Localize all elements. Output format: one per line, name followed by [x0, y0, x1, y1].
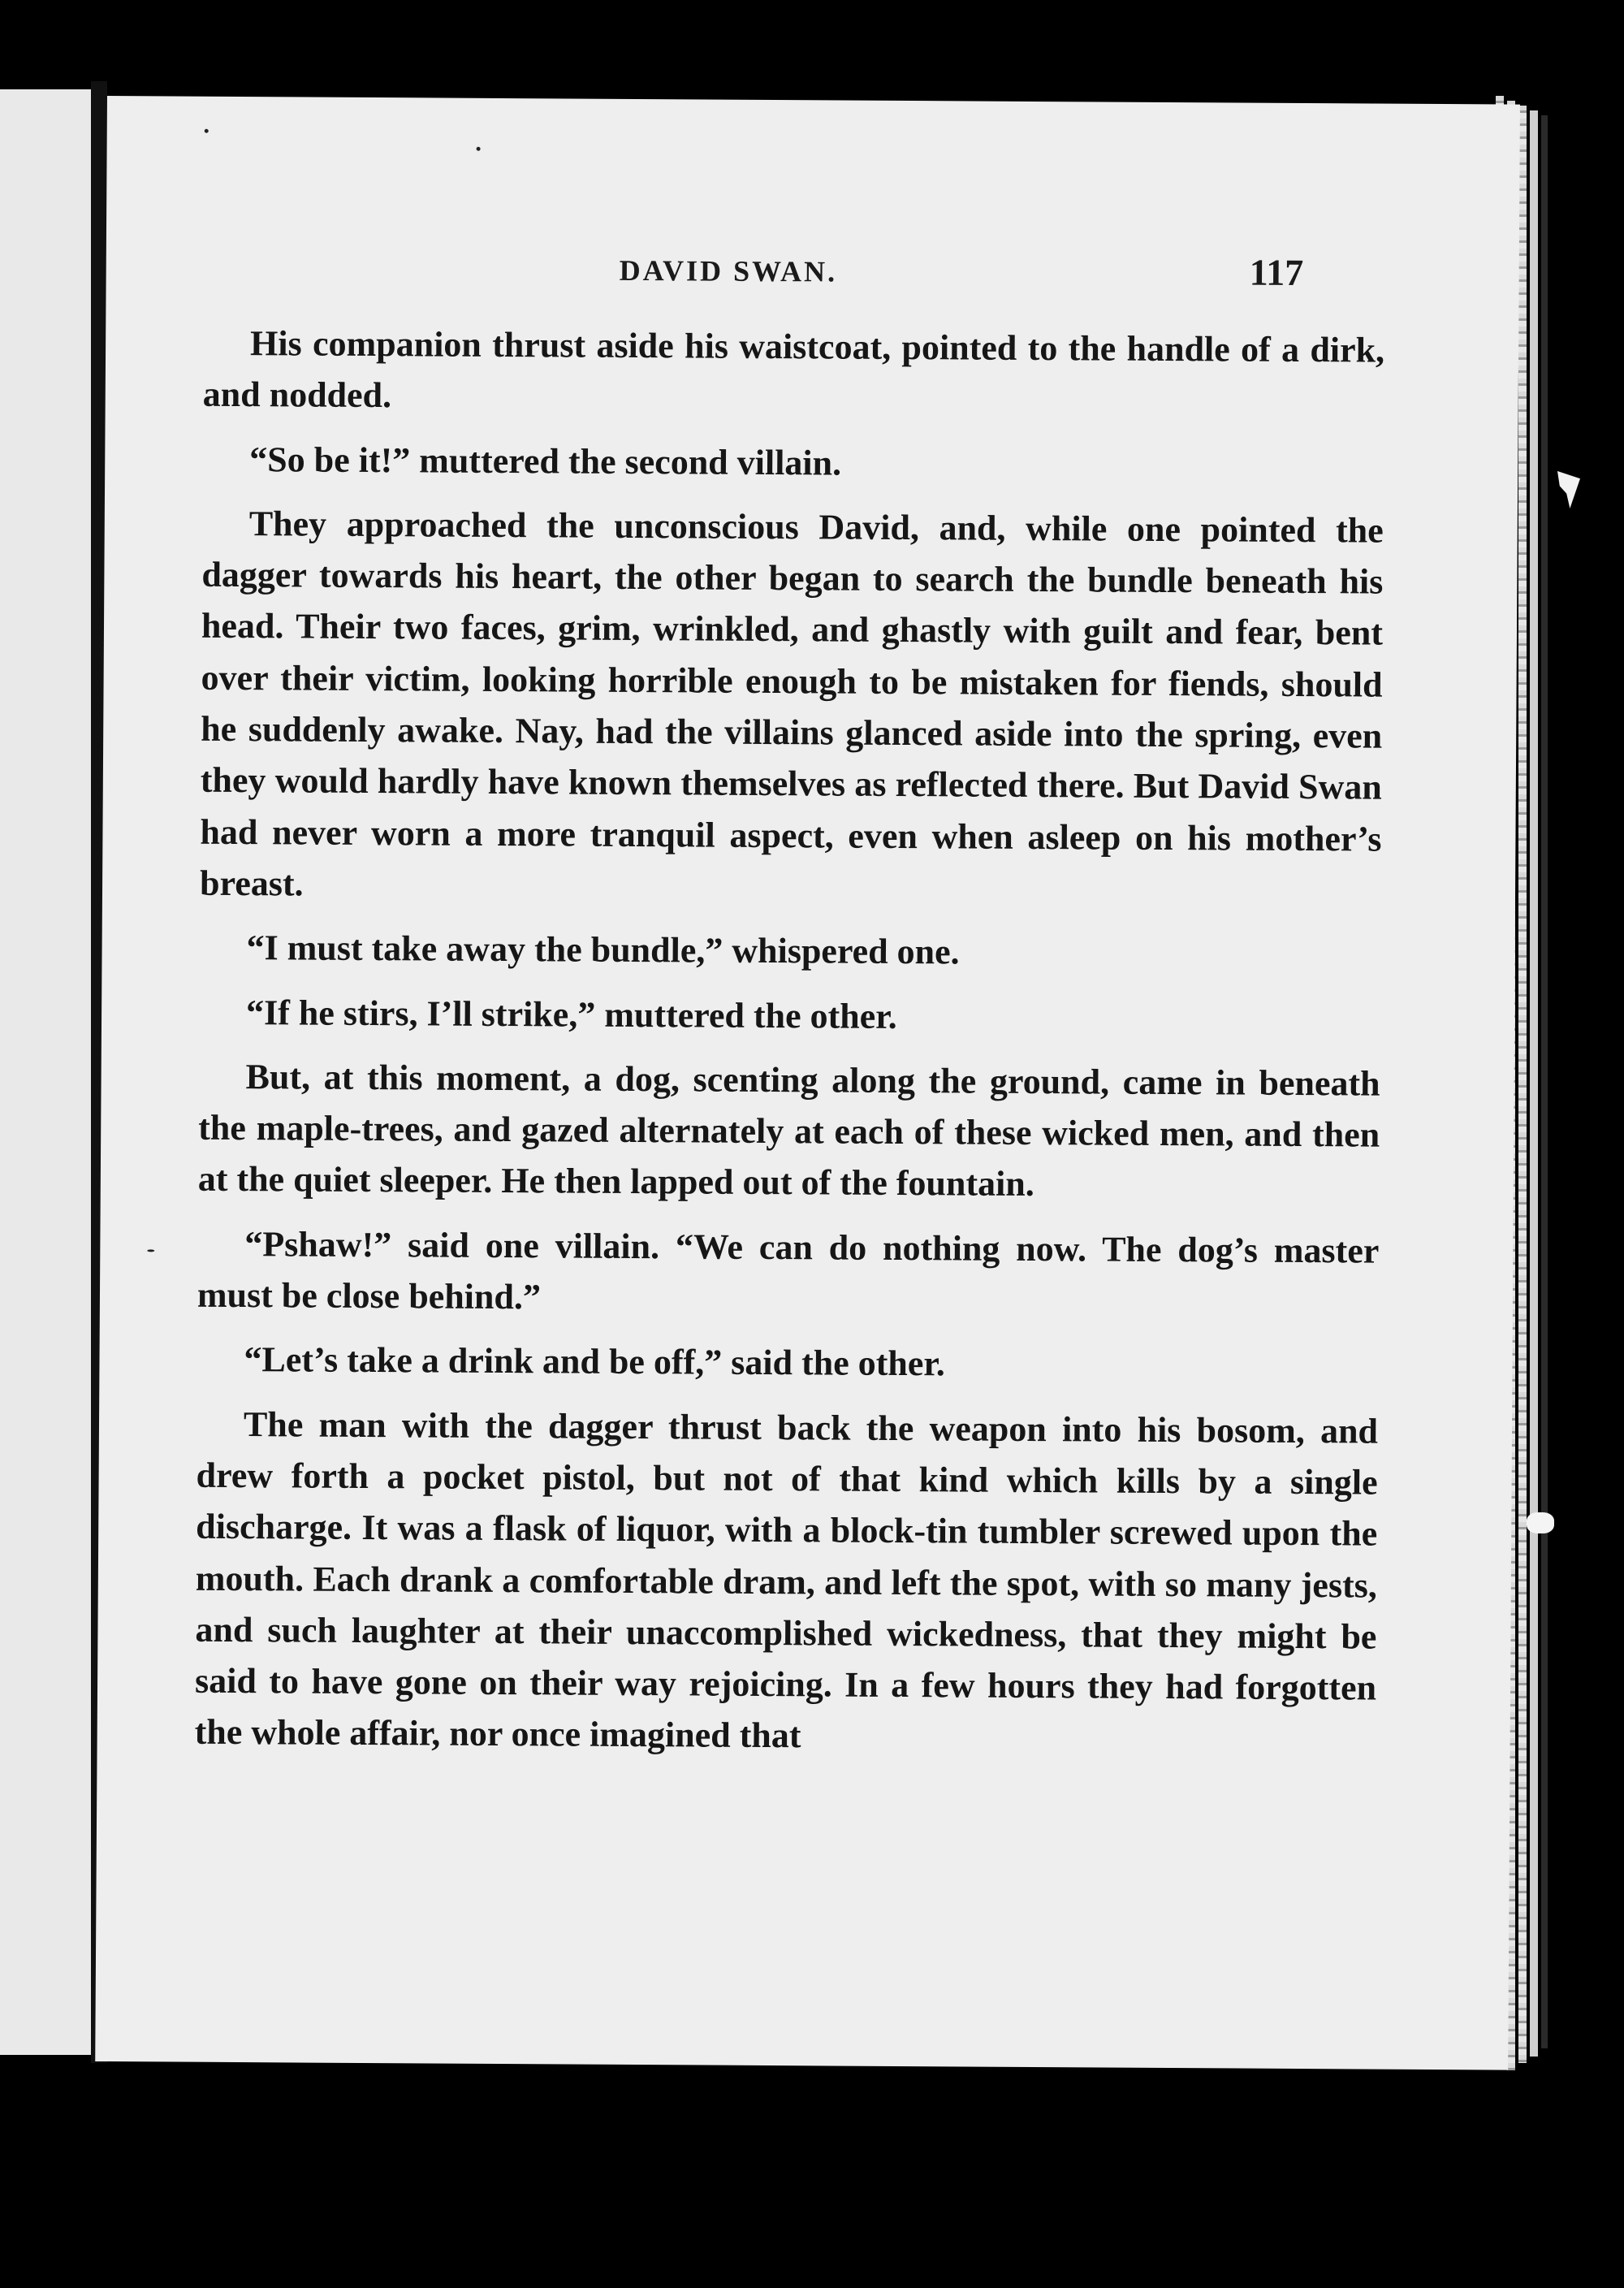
page-number: 117	[1249, 251, 1304, 294]
scan-speck	[205, 129, 209, 133]
paper-tear-mark	[1527, 1512, 1554, 1533]
scan-speck	[147, 1249, 154, 1252]
running-title: DAVID SWAN.	[619, 253, 838, 288]
scan-speck	[477, 147, 481, 151]
paragraph: But, at this moment, a dog, scenting along the ground, came in beneath the maple-trees, and gazed alternately at each of these wicked men, and then at the quiet sleeper. He then lapped out of the fountain.	[197, 1056, 1380, 1205]
paper-tear-mark	[1557, 471, 1580, 508]
body-text	[195, 318, 1385, 1766]
paragraph: “I must take away the bundle,” whispered one.	[246, 928, 960, 972]
paragraph: The man with the dagger thrust back the weapon into his bosom, and drew forth a pocket pistol, but not of that kind which kills by a single discharge. It was a flask of liquor, with a block-tin tumbler screwed upon the mouth. Each drank a comfortable dram, and left the spot, with so many jests, and such laughter at their unaccomplished wickedness, that they might be said to have gone on their way rejoicing. In a few hours they had forgotten the whole affair, nor once imagined that	[194, 1404, 1379, 1756]
page-edge-stack	[1530, 110, 1538, 2057]
left-page-edge	[0, 89, 91, 2055]
paragraph: “If he stirs, I’ll strike,” muttered the other.	[245, 992, 897, 1036]
right-page	[95, 96, 1520, 2070]
paragraph: His companion thrust aside his waistcoat, pointed to the handle of a dirk, and nodded.	[202, 323, 1385, 416]
cover-edge	[1541, 115, 1548, 2048]
page-edge-stack	[1518, 106, 1527, 2063]
running-head	[106, 250, 1519, 294]
paragraph: “Pshaw!” said one villain. “We can do nothing now. The dog’s master must be close behind.”	[197, 1223, 1380, 1317]
paragraph: “So be it!” muttered the second villain.	[249, 439, 842, 483]
paragraph: “Let’s take a drink and be off,” said the other.	[244, 1339, 945, 1384]
paragraph: They approached the unconscious David, and, while one pointed the dagger towards his heart, the other began to search the bundle beneath his head. Their two faces, grim, wrinkled, and ghastly with guilt and fear, bent over their victim, looking horrible enough to be mistaken for fiends, should he suddenly awake. Nay, had the villains glanced aside into the spring, even they would hardly have known themselves as reflected there. But David Swan had never worn a more tranquil aspect, even when asleep on his mother’s breast.	[199, 503, 1384, 904]
